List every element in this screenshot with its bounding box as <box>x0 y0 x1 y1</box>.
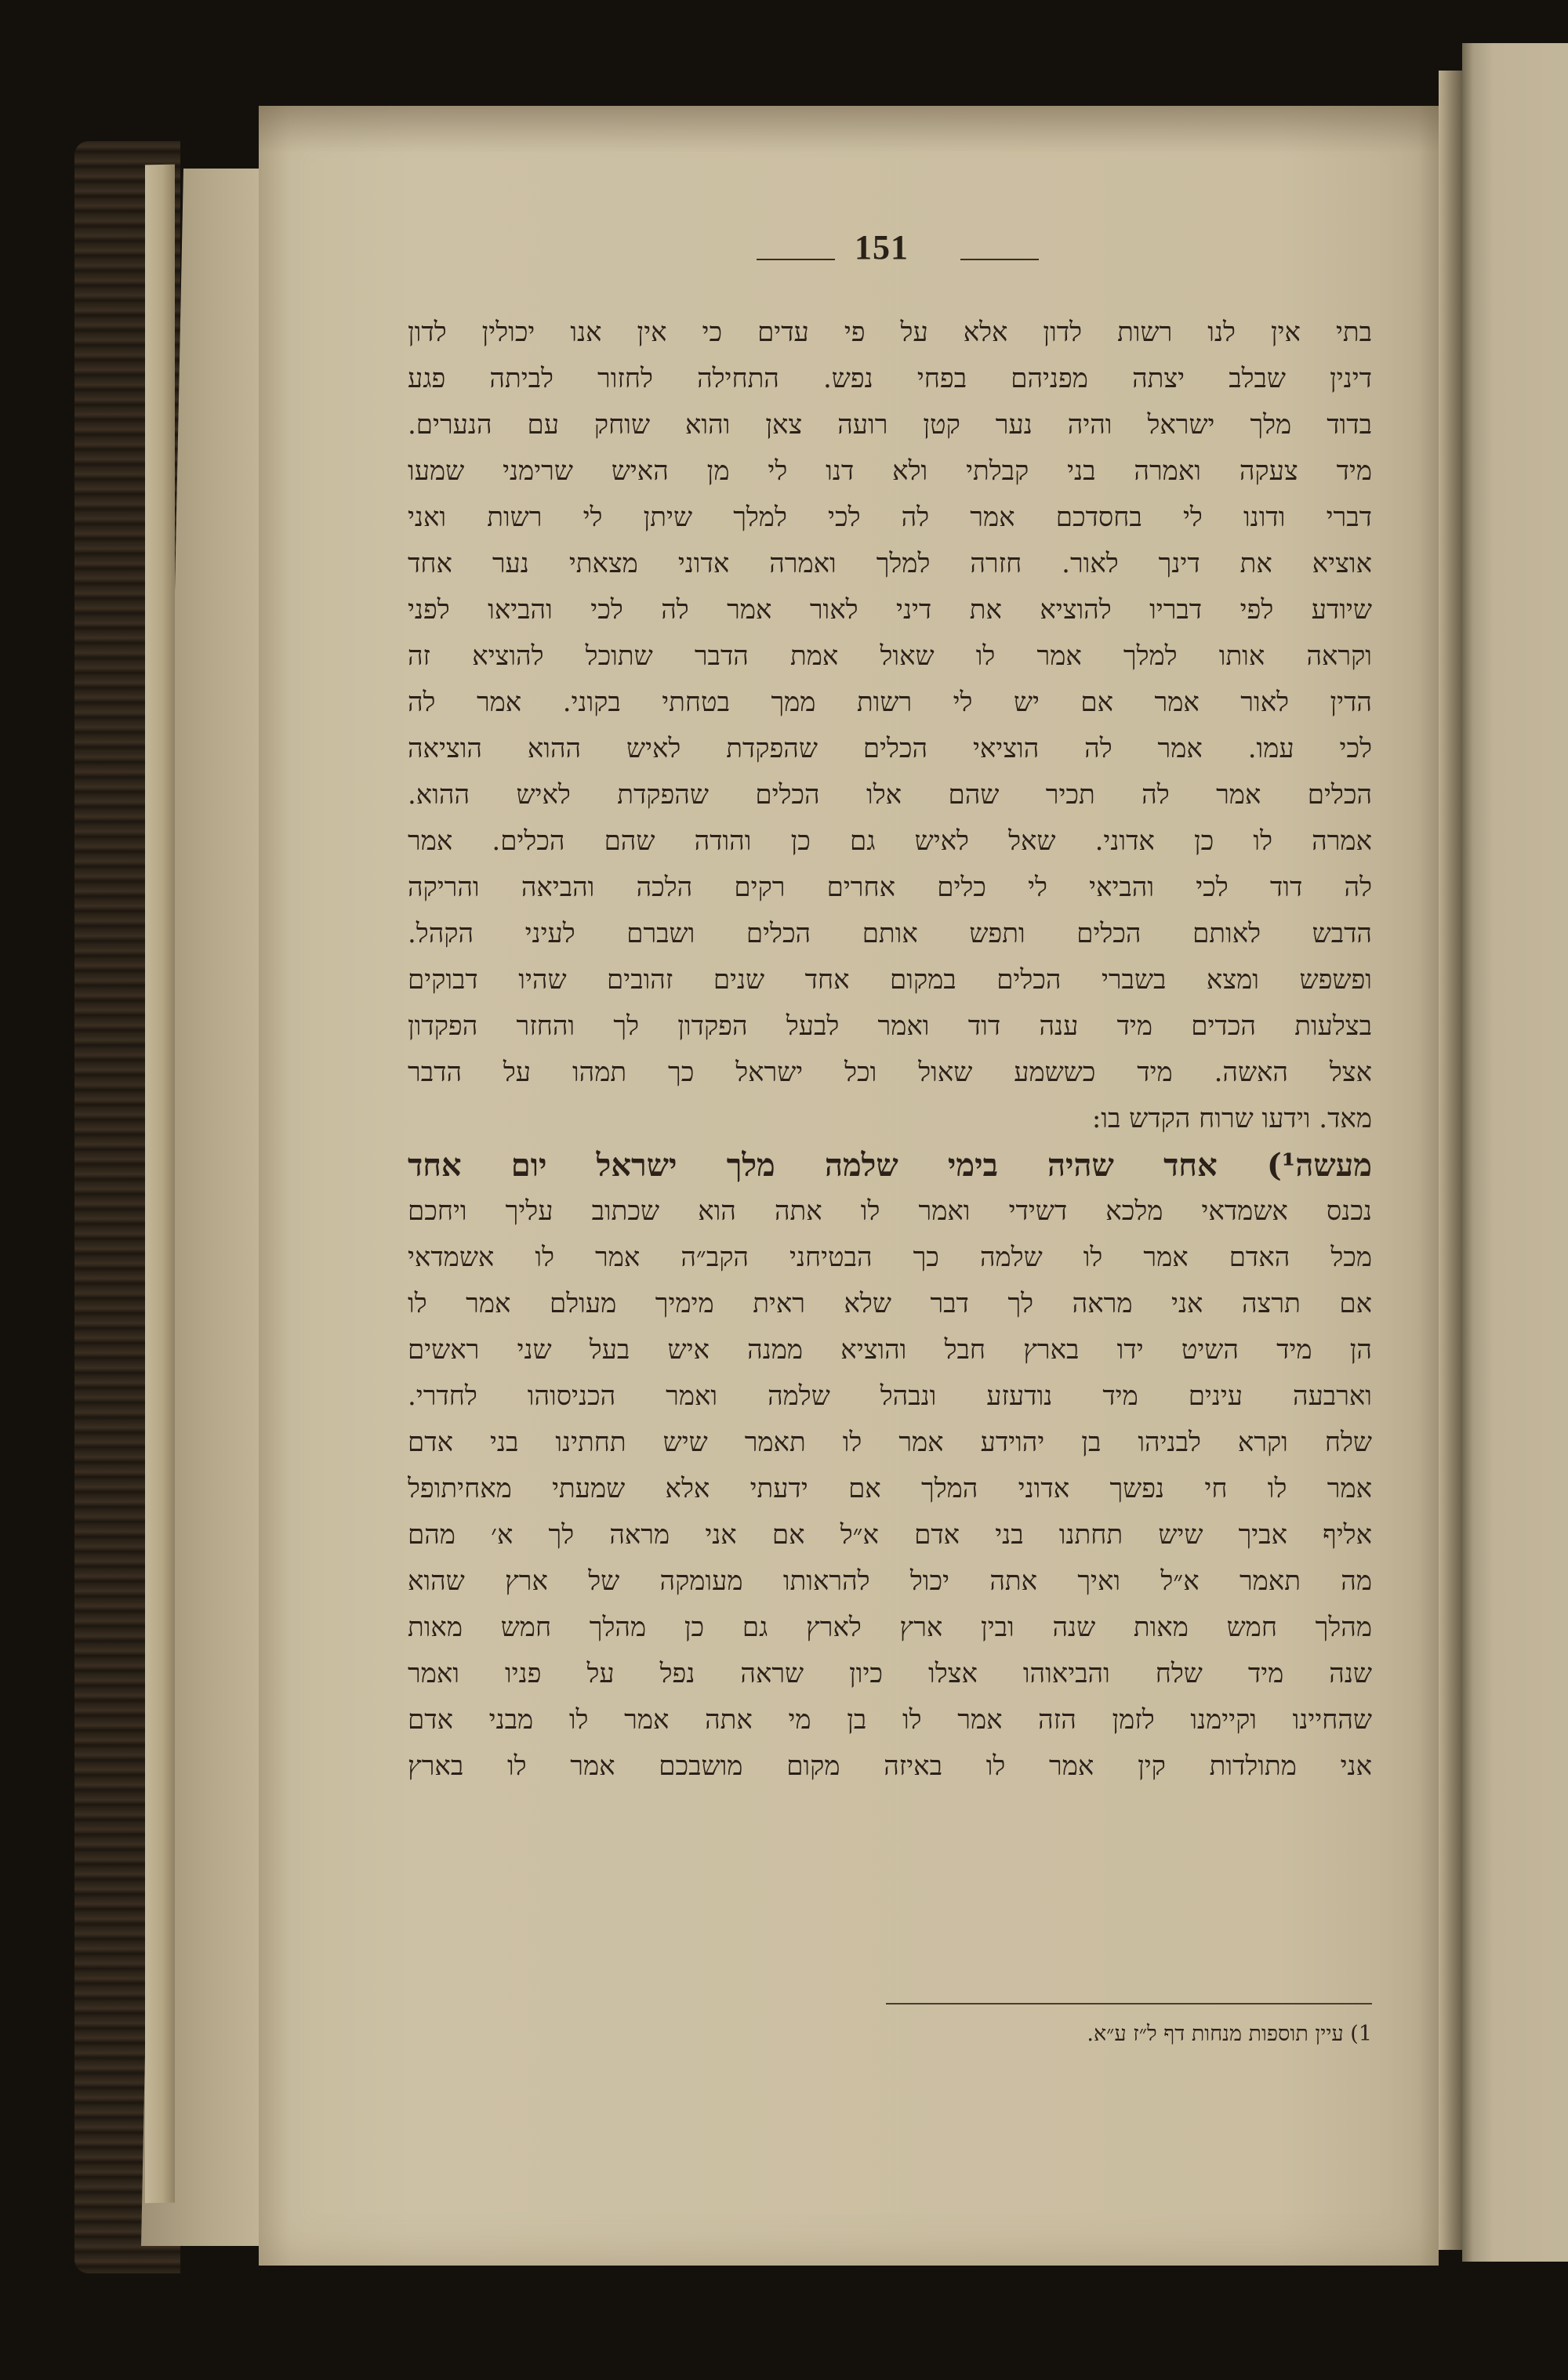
text-line: אמר לו חי נפשך אדוני המלך אם ידעתי אלא שמעתי מאחיתופל <box>408 1473 1372 1504</box>
text-line: שיודע לפי דבריו להוציא את דיני לאור אמר לה לכי והביאו לפני <box>408 594 1372 626</box>
text-line: לה דוד לכי והביאי לי כלים אחרים רקים הלכה והביאה והריקה <box>408 872 1372 903</box>
text-line: מיד צעקה ואמרה בני קבלתי ולא דנו לי מן האיש שרימני שמעו <box>408 455 1372 487</box>
body-text <box>408 310 1372 1790</box>
text-line: דינין שבלב יצתה מפניהם בפחי נפש. התחילה לחזור לביתה פגע <box>408 363 1372 394</box>
text-line: אצל האשה. מיד כששמע שאול וכל ישראל כך תמהו על הדבר <box>408 1057 1372 1088</box>
text-line: שהחיינו וקיימנו לזמן הזה אמר לו בן מי אתה אמר לו מבני אדם <box>408 1704 1372 1736</box>
text-line: ופשפש ומצא בשברי הכלים במקום אחד שנים זהובים שהיו דבוקים <box>408 964 1372 996</box>
text-line: מאד. וידעו שרוח הקדש בו: <box>1091 1103 1372 1134</box>
text-line: נכנס אשמדאי מלכא דשידי ואמר לו אתה הוא שכתוב עליך ויחכם <box>408 1195 1372 1227</box>
text-line: הן מיד השיט ידו בארץ חבל והוציא ממנה איש בעל שני ראשים <box>408 1334 1372 1366</box>
text-line: בדוד מלך ישראל והיה נער קטן רועה צאן והוא שוחק עם הנערים. <box>408 409 1372 441</box>
page-number: 151 <box>855 228 909 267</box>
text-line: הכלים אמר לה תכיר שהם אלו הכלים שהפקדת לאיש ההוא. <box>408 779 1372 811</box>
text-line: אוציא את דינך לאור. חזרה למלך ואמרה אדוני מצאתי נער אחד <box>408 548 1372 579</box>
text-line: אם תרצה אני מראה לך דבר שלא ראית מימיך מעולם אמר לו <box>408 1288 1372 1319</box>
text-line: מה תאמר א״ל ואיך אתה יכול להראותו מעומקה של ארץ שהוא <box>408 1566 1372 1597</box>
text-line: מכל האדם אמר לו שלמה כך הבטיחני הקב״ה אמר לו אשמדאי <box>408 1242 1372 1273</box>
text-line: שנה מיד שלח והביאוהו אצלו כיון שראה נפל על פניו ואמר <box>408 1658 1372 1689</box>
text-line: דברי ודונו לי בחסדכם אמר לה לכי למלך שיתן לי רשות ואני <box>408 502 1372 533</box>
section-heading-line: מעשה¹) אחד שהיה בימי שלמה מלך ישראל יום אחד <box>408 1147 1372 1184</box>
facing-page <box>1462 43 1568 2262</box>
text-line: שלח וקרא לבניהו בן יהוידע אמר לו תאמר שיש תחתינו בני אדם <box>408 1427 1372 1458</box>
text-line: לכי עמו. אמר לה הוציאי הכלים שהפקדת לאיש ההוא הוציאה <box>408 733 1372 764</box>
text-line: הדין לאור אמר אם יש לי רשות ממך בטחתי בקוני. אמר לה <box>408 687 1372 718</box>
page-shadow <box>259 106 1439 153</box>
page-header <box>408 227 1372 282</box>
text-line: אני מתולדות קין אמר לו באיזה מקום מושבכם אמר לו בארץ <box>408 1751 1372 1782</box>
text-line: וקראה אותו למלך אמר לו שאול אמת הדבר שתוכל להוציא זה <box>408 640 1372 672</box>
spine-edge <box>145 165 175 2204</box>
header-dash-left <box>757 259 835 260</box>
text-line: בתי אין לנו רשות לדון אלא על פי עדים כי אין אנו יכולין לדון <box>408 317 1372 348</box>
text-line: אליף אביך שיש תחתנו בני אדם א״ל אם אני מראה לך א׳ מהם <box>408 1519 1372 1551</box>
text-line: בצלעות הכדים מיד ענה דוד ואמר לבעל הפקדון לך והחזר הפקדון <box>408 1010 1372 1042</box>
footnote-divider <box>886 2003 1372 2004</box>
text-line: וארבעה עינים מיד נודעזע ונבהל שלמה ואמר הכניסוהו לחדרי. <box>408 1380 1372 1412</box>
page-content <box>408 227 1372 2187</box>
text-line: הדבש לאותם הכלים ותפש אותם הכלים ושברם לעיני הקהל. <box>408 918 1372 949</box>
text-line: אמרה לו כן אדוני. שאל לאיש גם כן והודה שהם הכלים. אמר <box>408 825 1372 857</box>
header-dash-right <box>960 259 1039 260</box>
footnote: 1) עיין תוספות מנחות דף ל״ז ע״א. <box>1087 2022 1372 2046</box>
text-line: מהלך חמש מאות שנה ובין ארץ לארץ גם כן מהלך חמש מאות <box>408 1612 1372 1643</box>
